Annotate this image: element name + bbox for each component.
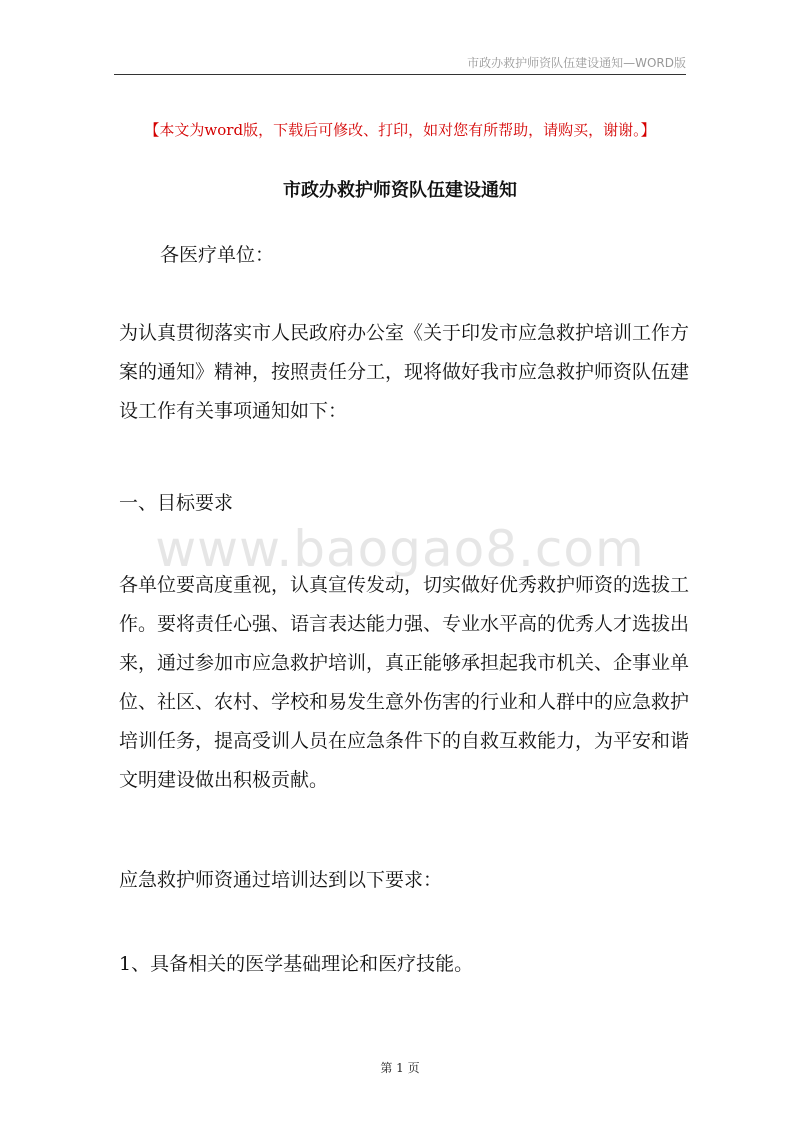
list-item-1: 1、具备相关的医学基础理论和医疗技能。	[119, 953, 474, 975]
watermark: www.baogao8.com	[155, 520, 645, 578]
purchase-notice: 【本文为word版，下载后可修改、打印，如对您有所帮助，请购买，谢谢。】	[144, 121, 656, 139]
document-title: 市政办救护师资队伍建设通知	[283, 180, 517, 201]
salutation: 各医疗单位：	[160, 244, 275, 266]
page-number: 第 1 页	[380, 1061, 420, 1075]
body-paragraph-2: 应急救护师资通过培训达到以下要求：	[119, 869, 443, 891]
section-heading-1: 一、目标要求	[119, 492, 234, 514]
intro-paragraph: 为认真贯彻落实市人民政府办公室《关于印发市应急救护培训工作方案的通知》精神，按照责任分工，现将做好我市应急救护师资队伍建设工作有关事项通知如下：	[119, 322, 690, 422]
body-paragraph-1: 各单位要高度重视，认真宣传发动，切实做好优秀救护师资的选拔工作。要将责任心强、语言表达能力强、专业水平高的优秀人才选拔出来，通过参加市应急救护培训，真正能够承担起我市机关、企事业单位、社区、农村、学校和易发生意外伤害的行业和人群中的应急救护培训任务，提高受训人员在应急条件下的自救互救能力，为平安和谐文明建设做出积极贡献。	[119, 574, 690, 791]
page-header-title: 市政办救护师资队伍建设通知—WORD版	[467, 56, 686, 70]
header-divider	[114, 74, 686, 75]
